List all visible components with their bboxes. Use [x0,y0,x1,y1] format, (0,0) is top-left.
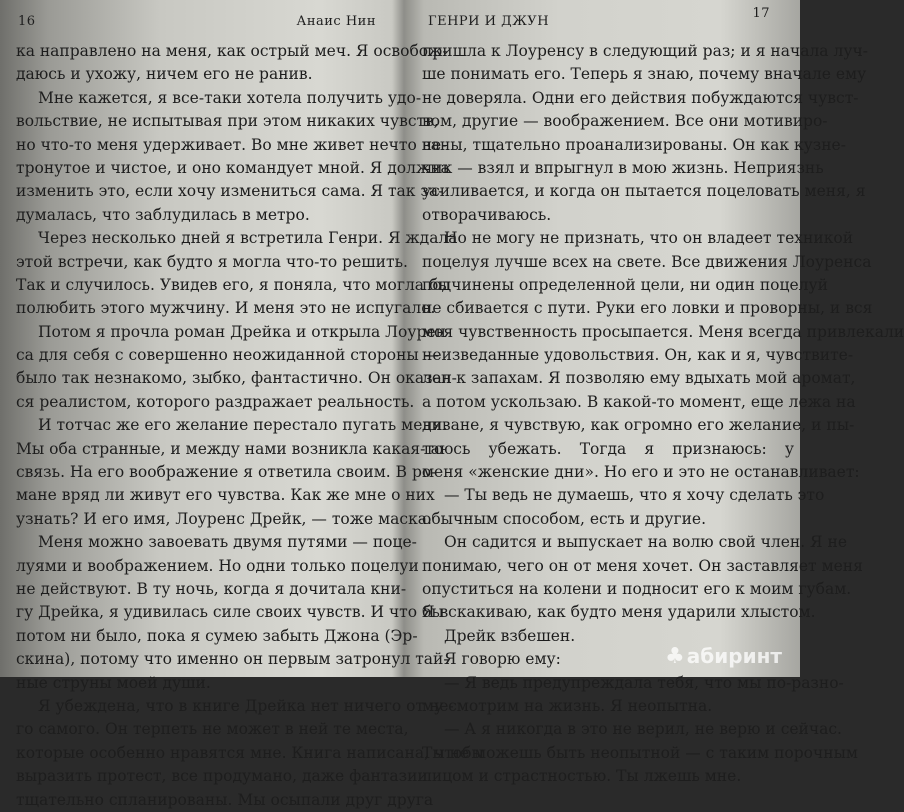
text-line: — Я ведь предупреждала тебя, что мы по-разно- [444,673,844,692]
text-line: изменить это, если хочу измениться сама. Я так за- [16,182,444,201]
text-line: — Ты ведь не думаешь, что я хочу сделать это [444,486,825,505]
running-head: Анаис Нин [296,14,376,29]
text-line: ваны, тщательно проанализированы. Он как кузне- [422,135,846,154]
text-line: неизведанные удовольствия. Он, как и я, чувствите- [422,346,854,365]
text-line: этой встречи, как будто я могла что-то решить. [16,252,408,271]
text-line: которые особенно нравятся мне. Книга написана, чтобы [16,743,484,762]
text-line: но что-то меня удерживает. Во мне живет нечто не- [16,135,447,154]
text-line: Мне кажется, я все-таки хотела получить удо- [38,88,422,107]
text-line: са для себя с совершенно неожиданной стороны — [16,346,440,365]
text-line: Я убеждена, что в книге Дрейка нет ничего от не- [38,696,454,715]
text-line: го самого. Он терпеть не может в ней те места, [16,720,409,739]
page-number: 16 [18,14,36,29]
text-line: ся реалистом, которого раздражает реальность. [16,392,415,411]
text-line: гу Дрейка, я удивилась силе своих чувств. И что бы [16,603,444,622]
text-line: меня «женские дни». Но его и это не останавливает: [422,463,860,482]
text-line: не доверяла. Одни его действия побуждаются чувст- [422,88,859,107]
text-line: думалась, что заблудилась в метро. [16,205,310,224]
text-line: Я вскакиваю, как будто меня ударили хлыстом. [422,603,816,622]
text-line: скина), потому что именно он первым затронул тай- [16,650,449,669]
text-line: моя чувственность просыпается. Меня всегда привлекали [422,322,904,341]
text-line: ные струны моей души. [16,673,211,692]
text-line: Через несколько дней я встретила Генри. Я ждала [38,229,458,248]
text-line: поцелуя лучше всех на свете. Все движения Лоуренса [422,252,872,271]
text-line: Так и случилось. Увидев его, я поняла, что могла бы [16,275,451,294]
text-line: Он садится и выпускает на волю свой член. Я не [444,533,847,552]
text-line: вольствие, не испытывая при этом никаких чувств, [16,112,439,131]
text-line: обычным способом, есть и другие. [422,509,707,528]
text-line: связь. На его воображение я ответила своим. В ро- [16,463,437,482]
text-line: а потом ускользаю. В какой-то момент, еще лежа на [422,392,856,411]
text-line: не действуют. В ту ночь, когда я дочитала кни- [16,579,407,598]
text-line: лен к запахам. Я позволяю ему вдыхать мой аромат, [422,369,856,388]
text-line: — А я никогда в это не верил, не верю и сейчас. [444,720,842,739]
text-line: Потом я прочла роман Дрейка и открыла Лоурен- [38,322,452,341]
labirint-logo-icon: ♣ [665,644,685,669]
text-line: выразить протест, все продумано, даже фантазии [16,767,428,786]
text-line: тронутое и чистое, и оно командует мной. Я должна [16,158,450,177]
text-line: вом, другие — воображением. Все они мотивиро- [422,112,828,131]
text-line: полюбить этого мужчину. И меня это не испугало. [16,299,436,318]
text-line: лицом и страстностью. Ты лжешь мне. [422,767,742,786]
text-line: Мы оба странные, и между нами возникла какая-то [16,439,444,458]
text-line: отворачиваюсь. [422,205,552,224]
text-line: таюсь убежать. Тогда я признаюсь: у [422,439,794,458]
text-line: диване, я чувствую, как огромно его желание, и пы- [422,416,855,435]
text-line: подчинены определенной цели, ни один поцелуй [422,275,828,294]
text-line: узнать? И его имя, Лоуренс Дрейк, — тоже маска. [16,509,432,528]
text-line: мане вряд ли живут его чувства. Как же мне о них [16,486,435,505]
text-line: Я говорю ему: [444,650,561,669]
text-line: И тотчас же его желание перестало пугать меня. [38,416,448,435]
text-line: Но не могу не признать, что он владеет техникой [444,229,854,248]
text-line: было так незнакомо, зыбко, фантастично. Он оказал- [16,369,457,388]
text-line: даюсь и ухожу, ничем его не ранив. [16,65,313,84]
text-line: пришла к Лоуренсу в следующий раз; и я начала луч- [422,42,868,60]
page-number: 17 [752,6,770,21]
text-line: му смотрим на жизнь. Я неопытна. [422,696,713,715]
right-page [402,0,904,786]
watermark-text: абиринт [686,644,782,668]
text-line: Меня можно завоевать двумя путями — поце- [38,533,417,552]
left-page-text [16,40,484,812]
text-line: усиливается, и когда он пытается поцеловать меня, я [422,182,866,201]
text-line: понимаю, чего он от меня хочет. Он заставляет меня [422,556,863,575]
text-line: тщательно спланированы. Мы осыпали друг друга [16,790,434,809]
text-line: ка направлено на меня, как острый меч. Я освобож- [16,42,448,60]
labirint-watermark [665,644,782,669]
text-line: опуститься на колени и подносит его к моим губам. [422,579,852,598]
right-page-text [422,40,904,789]
text-line: ше понимать его. Теперь я знаю, почему вначале ему [422,65,867,84]
text-line: потом ни было, пока я сумею забыть Джона (Эр- [16,626,418,645]
text-line: не сбивается с пути. Руки его ловки и проворны, и вся [422,299,873,318]
text-line: Дрейк взбешен. [444,626,576,645]
text-line: чик — взял и впрыгнул в мою жизнь. Неприязнь [422,158,824,177]
text-line: луями и воображением. Но одни только поцелуи [16,556,419,575]
text-line: Ты не можешь быть неопытной — с таким порочным [422,743,858,762]
running-head: ГЕНРИ И ДЖУН [428,14,550,29]
